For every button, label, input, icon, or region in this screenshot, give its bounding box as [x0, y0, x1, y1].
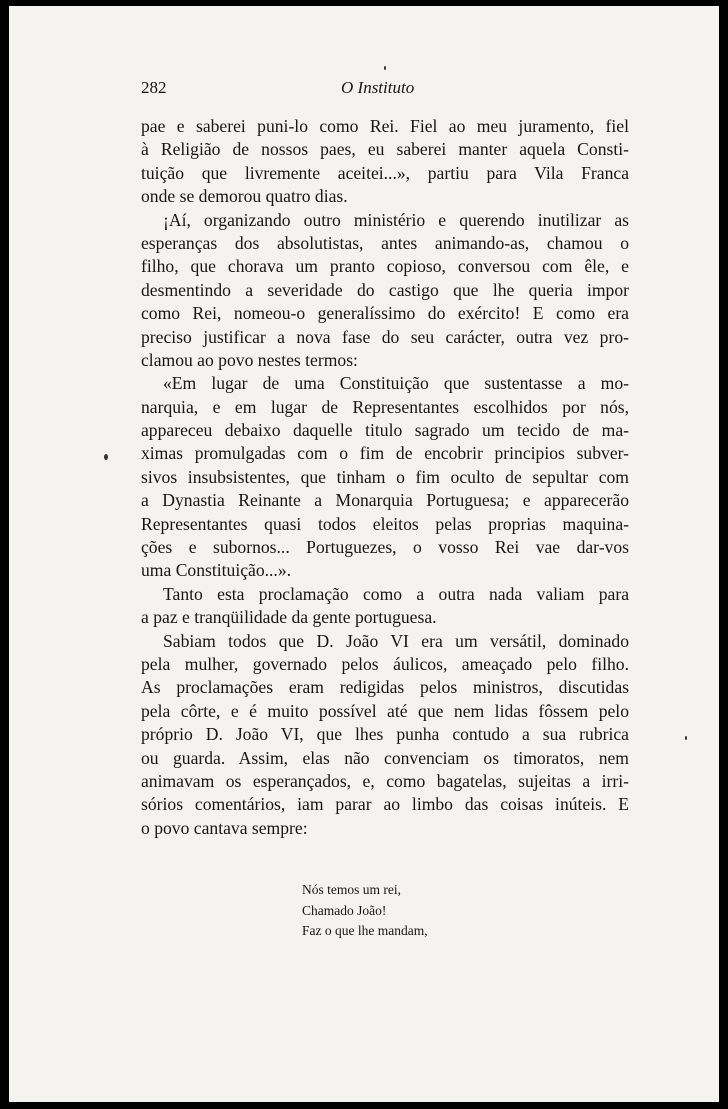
text-line: pela mulher, governado pelos áulicos, ameaçado pelo filho. [141, 653, 629, 674]
text-line: Tanto esta proclamação como a outra nada valiam para [163, 583, 629, 604]
text-line: como Rei, nomeou-o generalíssimo do exército! E como era [141, 303, 629, 324]
page-header [141, 78, 569, 104]
text-line: a Dynastia Reinante a Monarquia Portuguesa; e apparecerão [141, 490, 629, 511]
text-line: tuição que livremente aceitei...», partiu para Vila Franca [141, 162, 629, 183]
verse-line: Chamado João! [302, 902, 387, 918]
text-line: desmentindo a severidade do castigo que lhe queria impor [141, 279, 629, 300]
verse-line: Nós temos um rei, [302, 882, 401, 897]
text-line: clamou ao povo nestes termos: [141, 349, 358, 370]
verse-quotation [302, 880, 428, 942]
text-line: a paz e tranqüilidade da gente portuguesa. [141, 607, 437, 628]
text-line: Sabiam todos que D. João VI era um versátil, dominado [163, 630, 629, 651]
text-line: As proclamações eram redigidas pelos ministros, discutidas [141, 677, 629, 698]
text-line: ções e subornos... Portuguezes, o vosso Rei vae dar-vos [141, 537, 629, 558]
text-line: animavam os esperançados, e, como bagatelas, sujeitas a irri- [141, 770, 629, 791]
text-line: pela côrte, e é muito possível até que nem lidas fôssem pelo [141, 700, 629, 721]
text-line: esperanças dos absolutistas, antes animando-as, chamou o [141, 232, 629, 253]
text-line: Representantes quasi todos eleitos pelas proprias maquina- [141, 513, 629, 534]
text-line: uma Constituição...». [141, 560, 292, 581]
verse-line: Faz o que lhe mandam, [302, 923, 428, 938]
text-line: ximas promulgadas com o fim de encobrir principios subver- [141, 443, 629, 464]
ink-speck [685, 736, 687, 740]
page-number: 282 [141, 78, 167, 97]
text-line: preciso justificar a nova fase do seu carácter, outra vez pro- [141, 326, 629, 347]
text-line: filho, que chorava um pranto copioso, conversou com êle, e [141, 256, 629, 277]
ink-speck [384, 66, 386, 70]
text-line: ¡Aí, organizando outro ministério e querendo inutilizar as [163, 209, 629, 230]
text-line: onde se demorou quatro dias. [141, 186, 348, 207]
text-line: o povo cantava sempre: [141, 817, 308, 838]
text-line: próprio D. João VI, que lhes punha contudo a sua rubrica [141, 724, 629, 745]
text-line: sivos insubsistentes, que tinham o fim oculto de sepultar com [141, 466, 629, 487]
text-line: narquia, e em lugar de Representantes escolhidos por nós, [141, 396, 629, 417]
text-line: sórios comentários, iam parar ao limbo das coisas inúteis. E [141, 794, 629, 815]
text-line: ou guarda. Assim, elas não convenciam os timoratos, nem [141, 747, 629, 768]
body-text [141, 115, 629, 840]
text-line: «Em lugar de uma Constituição que sustentasse a mo- [163, 373, 629, 394]
text-line: pae e saberei puni-lo como Rei. Fiel ao meu juramento, fiel [141, 116, 629, 136]
text-line: appareceu debaixo daquelle titulo sagrado um tecido de ma- [141, 420, 629, 441]
text-line: à Religião de nossos paes, eu saberei manter aquela Consti- [141, 139, 629, 160]
ink-speck [104, 454, 108, 460]
running-title: O Instituto [341, 78, 415, 97]
